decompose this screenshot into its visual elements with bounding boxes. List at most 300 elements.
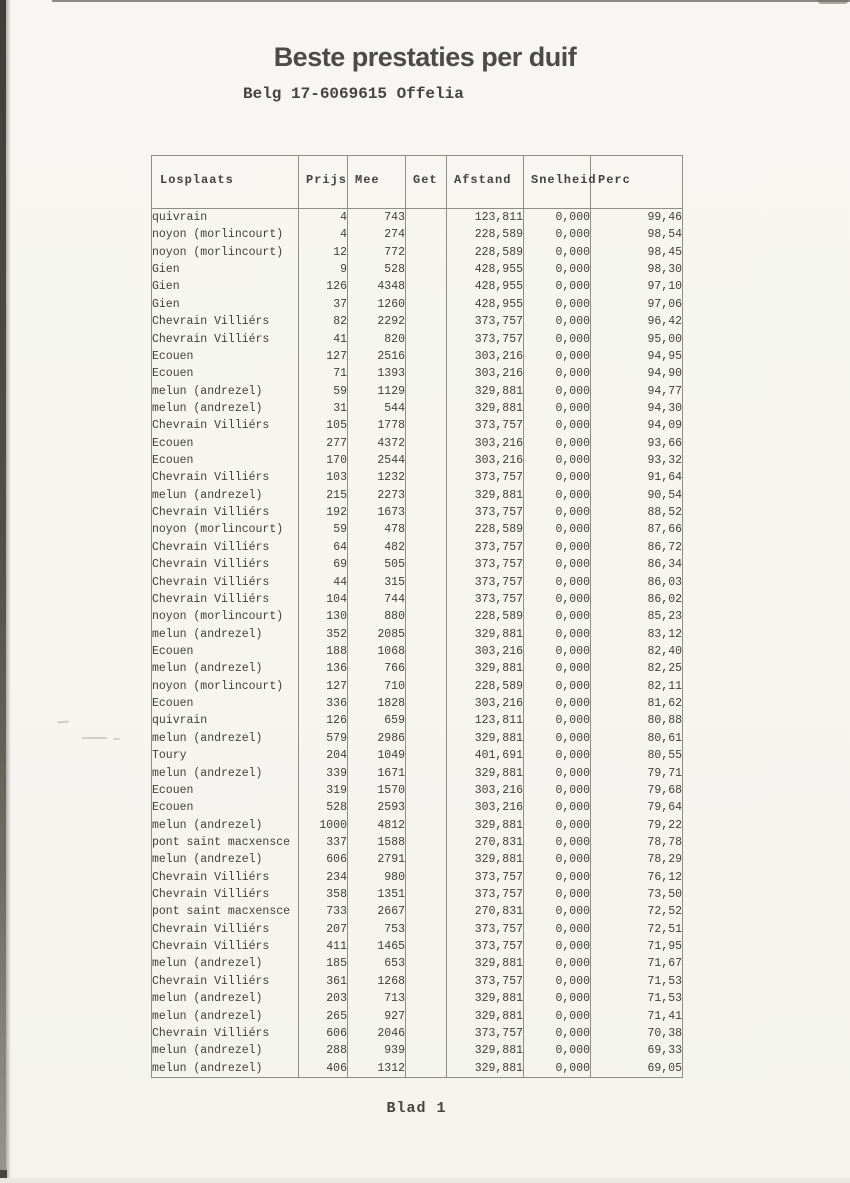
cell-snelheid: 0,000 — [524, 261, 591, 278]
cell-snelheid: 0,000 — [524, 643, 591, 660]
cell-perc: 85,23 — [591, 608, 683, 625]
cell-losplaats: melun (andrezel) — [152, 1060, 299, 1078]
cell-get — [406, 834, 447, 851]
table-row — [152, 712, 683, 729]
cell-mee: 1673 — [348, 504, 406, 521]
cell-mee: 1260 — [348, 296, 406, 313]
cell-snelheid: 0,000 — [524, 1025, 591, 1042]
cell-perc: 71,67 — [591, 955, 683, 972]
cell-snelheid: 0,000 — [524, 244, 591, 261]
cell-mee: 1049 — [348, 747, 406, 764]
cell-afstand: 329,881 — [447, 817, 524, 834]
cell-afstand: 123,811 — [447, 712, 524, 729]
cell-snelheid: 0,000 — [524, 1060, 591, 1078]
cell-perc: 79,71 — [591, 765, 683, 782]
cell-mee: 505 — [348, 556, 406, 573]
cell-mee: 743 — [348, 209, 406, 227]
cell-snelheid: 0,000 — [524, 591, 591, 608]
table-row — [152, 608, 683, 625]
cell-afstand: 373,757 — [447, 556, 524, 573]
cell-mee: 274 — [348, 226, 406, 243]
table-row — [152, 331, 683, 348]
cell-prijs: 733 — [299, 903, 348, 920]
cell-perc: 93,66 — [591, 435, 683, 452]
cell-get — [406, 626, 447, 643]
cell-afstand: 329,881 — [447, 1008, 524, 1025]
cell-losplaats: noyon (morlincourt) — [152, 244, 299, 261]
cell-snelheid: 0,000 — [524, 921, 591, 938]
cell-mee: 4372 — [348, 435, 406, 452]
cell-snelheid: 0,000 — [524, 765, 591, 782]
cell-prijs: 406 — [299, 1060, 348, 1078]
table-row — [152, 695, 683, 712]
cell-losplaats: Chevrain Villiérs — [152, 331, 299, 348]
cell-get — [406, 504, 447, 521]
cell-afstand: 303,216 — [447, 452, 524, 469]
cell-mee: 1312 — [348, 1060, 406, 1078]
table-row — [152, 643, 683, 660]
cell-mee: 482 — [348, 539, 406, 556]
cell-losplaats: melun (andrezel) — [152, 626, 299, 643]
cell-afstand: 329,881 — [447, 660, 524, 677]
cell-mee: 1465 — [348, 938, 406, 955]
cell-losplaats: melun (andrezel) — [152, 1008, 299, 1025]
cell-losplaats: noyon (morlincourt) — [152, 226, 299, 243]
cell-perc: 72,52 — [591, 903, 683, 920]
cell-prijs: 170 — [299, 452, 348, 469]
cell-get — [406, 938, 447, 955]
cell-prijs: 352 — [299, 626, 348, 643]
scan-smudge-top-right — [818, 0, 848, 4]
cell-losplaats: Chevrain Villiérs — [152, 539, 299, 556]
cell-mee: 980 — [348, 869, 406, 886]
cell-perc: 70,38 — [591, 1025, 683, 1042]
cell-prijs: 41 — [299, 331, 348, 348]
cell-mee: 1778 — [348, 417, 406, 434]
cell-losplaats: pont saint macxensce — [152, 903, 299, 920]
table-row — [152, 383, 683, 400]
cell-snelheid: 0,000 — [524, 1008, 591, 1025]
cell-get — [406, 712, 447, 729]
cell-snelheid: 0,000 — [524, 331, 591, 348]
cell-afstand: 303,216 — [447, 695, 524, 712]
cell-perc: 73,50 — [591, 886, 683, 903]
cell-get — [406, 990, 447, 1007]
cell-mee: 2986 — [348, 730, 406, 747]
cell-snelheid: 0,000 — [524, 348, 591, 365]
cell-get — [406, 695, 447, 712]
cell-mee: 1232 — [348, 469, 406, 486]
cell-perc: 94,30 — [591, 400, 683, 417]
cell-afstand: 329,881 — [447, 1042, 524, 1059]
cell-get — [406, 973, 447, 990]
cell-get — [406, 331, 447, 348]
column-header-afstand: Afstand — [447, 156, 524, 209]
table-row — [152, 521, 683, 538]
cell-losplaats: melun (andrezel) — [152, 487, 299, 504]
cell-afstand: 329,881 — [447, 626, 524, 643]
cell-afstand: 228,589 — [447, 226, 524, 243]
cell-snelheid: 0,000 — [524, 313, 591, 330]
cell-perc: 99,46 — [591, 209, 683, 227]
cell-snelheid: 0,000 — [524, 521, 591, 538]
table-row — [152, 1025, 683, 1042]
cell-mee: 2292 — [348, 313, 406, 330]
cell-afstand: 373,757 — [447, 539, 524, 556]
pencil-mark — [82, 737, 107, 739]
cell-get — [406, 452, 447, 469]
cell-snelheid: 0,000 — [524, 695, 591, 712]
cell-afstand: 373,757 — [447, 417, 524, 434]
table-row — [152, 452, 683, 469]
cell-afstand: 303,216 — [447, 799, 524, 816]
cell-afstand: 373,757 — [447, 504, 524, 521]
cell-snelheid: 0,000 — [524, 712, 591, 729]
column-header-prijs: Prijs — [299, 156, 348, 209]
cell-losplaats: melun (andrezel) — [152, 730, 299, 747]
cell-snelheid: 0,000 — [524, 296, 591, 313]
table-row — [152, 938, 683, 955]
cell-prijs: 127 — [299, 678, 348, 695]
cell-losplaats: Chevrain Villiérs — [152, 1025, 299, 1042]
cell-perc: 78,78 — [591, 834, 683, 851]
table-row — [152, 504, 683, 521]
pigeon-ring-subtitle: Belg 17-6069615 Offelia — [243, 85, 464, 103]
cell-afstand: 373,757 — [447, 869, 524, 886]
cell-perc: 97,06 — [591, 296, 683, 313]
table-row — [152, 851, 683, 868]
cell-perc: 78,29 — [591, 851, 683, 868]
cell-get — [406, 747, 447, 764]
cell-perc: 94,95 — [591, 348, 683, 365]
cell-snelheid: 0,000 — [524, 817, 591, 834]
cell-prijs: 4 — [299, 226, 348, 243]
table-header-row — [152, 156, 683, 209]
cell-losplaats: quivrain — [152, 209, 299, 227]
cell-prijs: 82 — [299, 313, 348, 330]
cell-snelheid: 0,000 — [524, 990, 591, 1007]
cell-prijs: 606 — [299, 1025, 348, 1042]
cell-perc: 95,00 — [591, 331, 683, 348]
cell-perc: 86,03 — [591, 574, 683, 591]
table-row — [152, 990, 683, 1007]
cell-mee: 2046 — [348, 1025, 406, 1042]
cell-losplaats: Ecouen — [152, 452, 299, 469]
cell-losplaats: quivrain — [152, 712, 299, 729]
cell-snelheid: 0,000 — [524, 869, 591, 886]
cell-perc: 94,90 — [591, 365, 683, 382]
cell-mee: 1393 — [348, 365, 406, 382]
cell-losplaats: Ecouen — [152, 435, 299, 452]
cell-losplaats: melun (andrezel) — [152, 660, 299, 677]
cell-mee: 2544 — [348, 452, 406, 469]
table-row — [152, 817, 683, 834]
cell-snelheid: 0,000 — [524, 886, 591, 903]
cell-mee: 1351 — [348, 886, 406, 903]
cell-snelheid: 0,000 — [524, 226, 591, 243]
cell-afstand: 329,881 — [447, 487, 524, 504]
cell-prijs: 69 — [299, 556, 348, 573]
cell-snelheid: 0,000 — [524, 400, 591, 417]
cell-afstand: 303,216 — [447, 643, 524, 660]
cell-afstand: 329,881 — [447, 955, 524, 972]
pencil-mark — [113, 738, 120, 740]
cell-perc: 98,30 — [591, 261, 683, 278]
cell-mee: 544 — [348, 400, 406, 417]
cell-prijs: 105 — [299, 417, 348, 434]
cell-snelheid: 0,000 — [524, 660, 591, 677]
cell-losplaats: Chevrain Villiérs — [152, 504, 299, 521]
cell-mee: 4812 — [348, 817, 406, 834]
cell-losplaats: noyon (morlincourt) — [152, 678, 299, 695]
table-row — [152, 973, 683, 990]
cell-get — [406, 851, 447, 868]
table-body — [152, 209, 683, 1078]
cell-afstand: 123,811 — [447, 209, 524, 227]
cell-snelheid: 0,000 — [524, 435, 591, 452]
cell-perc: 82,40 — [591, 643, 683, 660]
cell-afstand: 303,216 — [447, 365, 524, 382]
cell-losplaats: Chevrain Villiérs — [152, 938, 299, 955]
cell-mee: 2273 — [348, 487, 406, 504]
cell-snelheid: 0,000 — [524, 851, 591, 868]
cell-snelheid: 0,000 — [524, 834, 591, 851]
cell-mee: 478 — [348, 521, 406, 538]
table-row — [152, 296, 683, 313]
cell-afstand: 303,216 — [447, 435, 524, 452]
cell-snelheid: 0,000 — [524, 799, 591, 816]
cell-snelheid: 0,000 — [524, 504, 591, 521]
cell-afstand: 329,881 — [447, 730, 524, 747]
cell-mee: 880 — [348, 608, 406, 625]
cell-afstand: 329,881 — [447, 990, 524, 1007]
column-header-perc: Perc — [591, 156, 683, 209]
cell-losplaats: Chevrain Villiérs — [152, 591, 299, 608]
cell-losplaats: melun (andrezel) — [152, 817, 299, 834]
cell-losplaats: Ecouen — [152, 365, 299, 382]
cell-mee: 2667 — [348, 903, 406, 920]
cell-perc: 86,02 — [591, 591, 683, 608]
cell-prijs: 4 — [299, 209, 348, 227]
column-header-get: Get — [406, 156, 447, 209]
cell-mee: 939 — [348, 1042, 406, 1059]
cell-afstand: 228,589 — [447, 608, 524, 625]
cell-get — [406, 417, 447, 434]
cell-get — [406, 226, 447, 243]
cell-prijs: 136 — [299, 660, 348, 677]
cell-mee: 1671 — [348, 765, 406, 782]
table-row — [152, 226, 683, 243]
cell-losplaats: noyon (morlincourt) — [152, 608, 299, 625]
cell-prijs: 358 — [299, 886, 348, 903]
cell-get — [406, 574, 447, 591]
cell-afstand: 228,589 — [447, 678, 524, 695]
cell-prijs: 215 — [299, 487, 348, 504]
cell-perc: 91,64 — [591, 469, 683, 486]
cell-get — [406, 1060, 447, 1078]
cell-mee: 659 — [348, 712, 406, 729]
table-row — [152, 955, 683, 972]
cell-perc: 82,25 — [591, 660, 683, 677]
cell-perc: 82,11 — [591, 678, 683, 695]
cell-prijs: 337 — [299, 834, 348, 851]
cell-mee: 710 — [348, 678, 406, 695]
cell-losplaats: Ecouen — [152, 695, 299, 712]
cell-mee: 927 — [348, 1008, 406, 1025]
cell-prijs: 336 — [299, 695, 348, 712]
cell-prijs: 265 — [299, 1008, 348, 1025]
cell-get — [406, 799, 447, 816]
cell-get — [406, 591, 447, 608]
cell-losplaats: melun (andrezel) — [152, 990, 299, 1007]
cell-snelheid: 0,000 — [524, 626, 591, 643]
table-row — [152, 261, 683, 278]
cell-afstand: 401,691 — [447, 747, 524, 764]
cell-get — [406, 348, 447, 365]
cell-perc: 81,62 — [591, 695, 683, 712]
report-title: Beste prestaties per duif — [273, 42, 577, 72]
cell-perc: 80,61 — [591, 730, 683, 747]
cell-losplaats: melun (andrezel) — [152, 383, 299, 400]
cell-mee: 1068 — [348, 643, 406, 660]
table-row — [152, 869, 683, 886]
cell-mee: 772 — [348, 244, 406, 261]
cell-losplaats: Chevrain Villiérs — [152, 556, 299, 573]
table-row — [152, 348, 683, 365]
cell-losplaats: Chevrain Villiérs — [152, 869, 299, 886]
cell-prijs: 188 — [299, 643, 348, 660]
cell-prijs: 59 — [299, 521, 348, 538]
cell-get — [406, 678, 447, 695]
cell-snelheid: 0,000 — [524, 903, 591, 920]
table-row — [152, 765, 683, 782]
table-row — [152, 417, 683, 434]
cell-prijs: 361 — [299, 973, 348, 990]
cell-afstand: 303,216 — [447, 348, 524, 365]
cell-get — [406, 313, 447, 330]
cell-mee: 528 — [348, 261, 406, 278]
cell-get — [406, 400, 447, 417]
table-row — [152, 591, 683, 608]
cell-perc: 90,54 — [591, 487, 683, 504]
cell-prijs: 126 — [299, 278, 348, 295]
cell-get — [406, 903, 447, 920]
cell-prijs: 37 — [299, 296, 348, 313]
cell-afstand: 373,757 — [447, 938, 524, 955]
cell-losplaats: Gien — [152, 278, 299, 295]
cell-get — [406, 869, 447, 886]
cell-afstand: 428,955 — [447, 261, 524, 278]
cell-mee: 820 — [348, 331, 406, 348]
cell-afstand: 329,881 — [447, 1060, 524, 1078]
cell-prijs: 204 — [299, 747, 348, 764]
cell-snelheid: 0,000 — [524, 1042, 591, 1059]
cell-perc: 72,51 — [591, 921, 683, 938]
cell-get — [406, 817, 447, 834]
cell-prijs: 203 — [299, 990, 348, 1007]
cell-get — [406, 296, 447, 313]
cell-perc: 98,45 — [591, 244, 683, 261]
cell-losplaats: Gien — [152, 261, 299, 278]
cell-losplaats: Chevrain Villiérs — [152, 973, 299, 990]
cell-mee: 4348 — [348, 278, 406, 295]
table-row — [152, 400, 683, 417]
cell-prijs: 59 — [299, 383, 348, 400]
cell-afstand: 373,757 — [447, 469, 524, 486]
cell-perc: 79,68 — [591, 782, 683, 799]
cell-losplaats: Ecouen — [152, 782, 299, 799]
cell-snelheid: 0,000 — [524, 955, 591, 972]
cell-afstand: 270,831 — [447, 903, 524, 920]
cell-get — [406, 209, 447, 227]
cell-snelheid: 0,000 — [524, 608, 591, 625]
table-row — [152, 886, 683, 903]
cell-mee: 1588 — [348, 834, 406, 851]
scan-edge-bottom — [0, 1178, 850, 1183]
page-number-footer: Blad 1 — [386, 1100, 447, 1117]
cell-mee: 1129 — [348, 383, 406, 400]
cell-prijs: 71 — [299, 365, 348, 382]
cell-losplaats: Chevrain Villiérs — [152, 574, 299, 591]
cell-prijs: 12 — [299, 244, 348, 261]
cell-get — [406, 1025, 447, 1042]
cell-perc: 96,42 — [591, 313, 683, 330]
cell-mee: 2593 — [348, 799, 406, 816]
table-row — [152, 278, 683, 295]
cell-afstand: 270,831 — [447, 834, 524, 851]
cell-prijs: 126 — [299, 712, 348, 729]
cell-prijs: 277 — [299, 435, 348, 452]
table-row — [152, 660, 683, 677]
cell-perc: 79,22 — [591, 817, 683, 834]
cell-mee: 1828 — [348, 695, 406, 712]
cell-get — [406, 730, 447, 747]
table-header — [152, 156, 683, 209]
cell-get — [406, 244, 447, 261]
cell-perc: 87,66 — [591, 521, 683, 538]
cell-perc: 93,32 — [591, 452, 683, 469]
cell-get — [406, 660, 447, 677]
cell-prijs: 207 — [299, 921, 348, 938]
cell-snelheid: 0,000 — [524, 365, 591, 382]
cell-afstand: 303,216 — [447, 782, 524, 799]
cell-snelheid: 0,000 — [524, 574, 591, 591]
cell-snelheid: 0,000 — [524, 209, 591, 227]
cell-perc: 94,77 — [591, 383, 683, 400]
cell-prijs: 606 — [299, 851, 348, 868]
cell-losplaats: melun (andrezel) — [152, 400, 299, 417]
table-row — [152, 487, 683, 504]
cell-prijs: 339 — [299, 765, 348, 782]
table-row — [152, 626, 683, 643]
cell-mee: 713 — [348, 990, 406, 1007]
cell-perc: 83,12 — [591, 626, 683, 643]
column-header-snelheid: Snelheid — [524, 156, 591, 209]
cell-snelheid: 0,000 — [524, 973, 591, 990]
cell-afstand: 373,757 — [447, 886, 524, 903]
cell-afstand: 373,757 — [447, 313, 524, 330]
cell-losplaats: pont saint macxensce — [152, 834, 299, 851]
cell-prijs: 64 — [299, 539, 348, 556]
cell-afstand: 228,589 — [447, 244, 524, 261]
cell-afstand: 329,881 — [447, 400, 524, 417]
cell-perc: 97,10 — [591, 278, 683, 295]
cell-get — [406, 521, 447, 538]
best-performances-table — [151, 155, 683, 1078]
table-row — [152, 365, 683, 382]
cell-get — [406, 765, 447, 782]
cell-perc: 86,34 — [591, 556, 683, 573]
